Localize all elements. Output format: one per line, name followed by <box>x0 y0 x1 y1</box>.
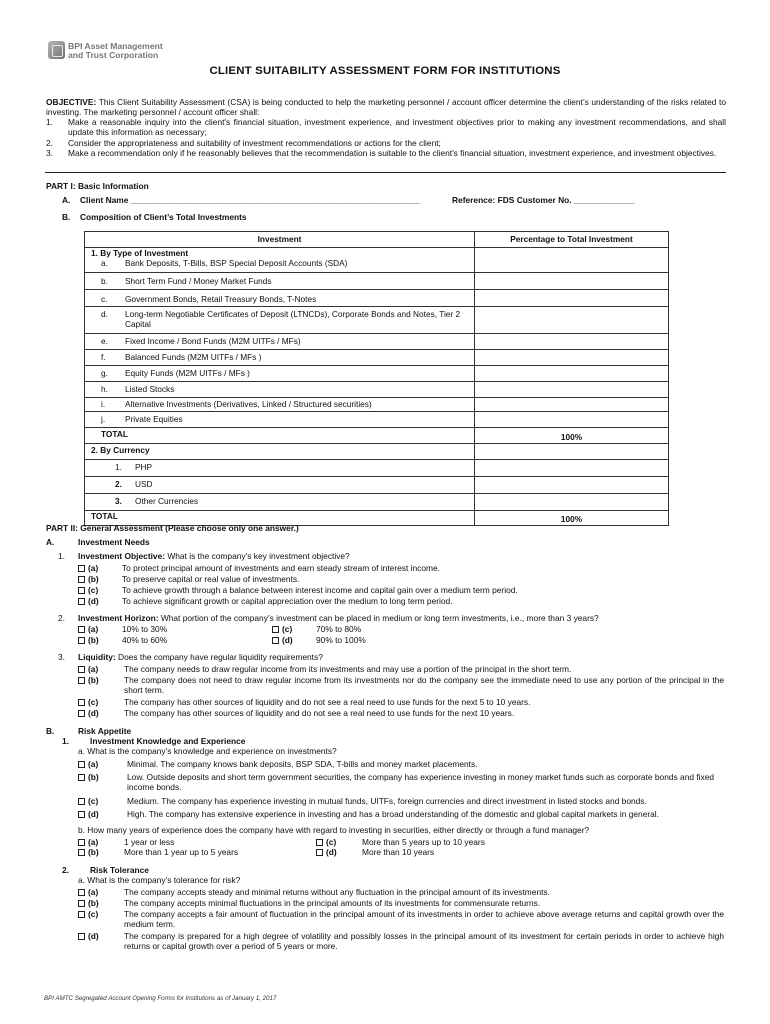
checkbox-icon[interactable] <box>78 666 85 673</box>
objective-paragraph <box>46 97 726 117</box>
option-checkbox[interactable] <box>272 624 292 634</box>
question-label: Investment Objective: <box>78 551 166 561</box>
option-key: (b) <box>88 847 99 857</box>
option-text: The company needs to draw regular income from its investments and may use a portion of the principal in the short term. <box>124 664 572 674</box>
checkbox-icon[interactable] <box>78 576 85 583</box>
pct-input[interactable] <box>475 412 669 428</box>
part2-heading: PART II: General Assessment (Please choose only one answer.) <box>46 523 299 533</box>
pct-input[interactable] <box>475 477 669 494</box>
checkbox-icon[interactable] <box>272 637 279 644</box>
objective-item-text: Make a recommendation only if he reasonably believes that the recommendation is suitable to the client's financial situation, investment experience, and investment objectives. <box>68 148 717 158</box>
currency-num: 3. <box>115 496 122 506</box>
objective-item-num: 3. <box>46 148 53 158</box>
pct-input[interactable] <box>475 350 669 366</box>
composition-heading: Composition of Client’s Total Investments <box>80 212 247 222</box>
objective-item-num: 2. <box>46 138 53 148</box>
currency-label: Other Currencies <box>135 496 199 506</box>
row-letter: c. <box>101 294 108 304</box>
checkbox-icon[interactable] <box>78 933 85 940</box>
option-text: 1 year or less <box>124 837 175 847</box>
option-checkbox[interactable] <box>78 847 99 857</box>
question-label: Liquidity: <box>78 652 116 662</box>
option-text: The company has other sources of liquidity and do not see a real need to use funds for the next 5 to 10 years. <box>124 697 531 707</box>
option-text: The company does not need to draw regular income from its investments nor do the company see the immediate need to use any portion of the principal in the short term. <box>124 675 724 695</box>
option-text: The company accepts minimal fluctuations in the principal amounts of its investments for commensurate returns. <box>124 898 541 908</box>
option-key: (d) <box>282 635 293 645</box>
option-text: 10% to 30% <box>122 624 168 634</box>
option-text: More than 1 year up to 5 years <box>124 847 239 857</box>
pct-input[interactable] <box>475 248 669 273</box>
table-row <box>85 444 669 460</box>
currency-num: 1. <box>115 462 122 472</box>
form-title: CLIENT SUITABILITY ASSESSMENT FORM FOR INSTITUTIONS <box>209 65 561 77</box>
option-text: 70% to 80% <box>316 624 362 634</box>
option-key: (c) <box>326 837 337 847</box>
table-row <box>85 350 669 366</box>
question-text: What is the company’s key investment objective? <box>165 551 350 561</box>
option-key: (c) <box>88 585 99 595</box>
option-text: To achieve significant growth or capital appreciation over the medium to long term period. <box>122 596 453 606</box>
option-checkbox[interactable] <box>78 796 98 806</box>
option-key: (b) <box>88 898 99 908</box>
option-key: (a) <box>88 887 99 897</box>
option-text: The company accepts a fair amount of fluctuation in the principal amount of its investments in order to achieve above average returns and capital growth over the medium term. <box>124 909 724 929</box>
option-text: The company is prepared for a high degree of volatility and possibly losses in the principal amount of its investment for certain periods in order to achieve high returns or capital growth over a period of 5 years or more. <box>124 931 724 951</box>
option-key: (c) <box>88 909 99 919</box>
pct-input[interactable] <box>475 273 669 290</box>
objective-item-num: 1. <box>46 117 53 127</box>
table-row <box>85 307 669 334</box>
row-label: Long-term Negotiable Certificates of Deposit (LTNCDs), Corporate Bonds and Notes, Tier 2 Capital <box>125 309 461 329</box>
total-pct: 100% <box>475 511 669 526</box>
option-checkbox[interactable] <box>78 772 99 782</box>
row-label: Equity Funds (M2M UITFs / MFs ) <box>125 368 250 378</box>
option-key: (b) <box>88 635 99 645</box>
option-checkbox[interactable] <box>78 909 98 919</box>
pct-input[interactable] <box>475 494 669 511</box>
total-pct: 100% <box>475 428 669 444</box>
table-row <box>85 398 669 412</box>
option-key: (c) <box>282 624 293 634</box>
option-checkbox[interactable] <box>78 697 98 707</box>
option-text: High. The company has extensive experience in investing and has a broad understanding of the domestic and global capital markets in general. <box>127 809 659 819</box>
option-checkbox[interactable] <box>78 664 98 674</box>
checkbox-icon[interactable] <box>78 811 85 818</box>
checkbox-icon[interactable] <box>78 677 85 684</box>
option-checkbox[interactable] <box>78 837 98 847</box>
row-letter: h. <box>101 384 108 394</box>
checkbox-icon[interactable] <box>78 849 85 856</box>
col-investment: Investment <box>85 232 475 248</box>
table-row <box>85 366 669 382</box>
question-liquidity <box>78 652 323 662</box>
row-label: Fixed Income / Bond Funds (M2M UITFs / MFs) <box>125 336 301 346</box>
question-number: 2. <box>58 613 65 623</box>
question-text: What portion of the company’s investment can be placed in medium or long term investments, i.e., more than 3 years? <box>158 613 599 623</box>
risk-tolerance-heading: Risk Tolerance <box>90 865 149 875</box>
option-checkbox[interactable] <box>78 887 98 897</box>
pct-input[interactable] <box>475 290 669 307</box>
objective-text: This Client Suitability Assessment (CSA) is being conducted to help the marketing personnel / account officer determine the client’s understanding of the risks related to investing. The marketing personnel / account officer shall: <box>46 97 726 117</box>
option-key: (d) <box>326 847 337 857</box>
option-key: (c) <box>88 697 99 707</box>
logo-line1: BPI Asset Management <box>68 41 163 51</box>
row-label: Bank Deposits, T-Bills, BSP Special Deposit Accounts (SDA) <box>125 258 348 268</box>
option-text: 40% to 60% <box>122 635 168 645</box>
section-b-label: B. <box>46 726 55 736</box>
question-investment-objective <box>78 551 350 561</box>
option-checkbox[interactable] <box>316 837 336 847</box>
option-text: Minimal. The company knows bank deposits, BSP SDA, T-bills and money market placements. <box>127 759 478 769</box>
page-footer: BPI AMTC Segregated Account Opening Forms for Institutions as of January 1, 2017 <box>44 995 277 1002</box>
pct-input[interactable] <box>475 307 669 334</box>
risk-appetite-heading: Risk Appetite <box>78 726 132 736</box>
option-key: (d) <box>88 596 99 606</box>
row-letter: g. <box>101 368 108 378</box>
table-row <box>85 334 669 350</box>
question-label: Investment Horizon: <box>78 613 159 623</box>
row-letter: f. <box>101 352 106 362</box>
section-a-label: A. <box>46 537 55 547</box>
question-number: 1. <box>58 551 65 561</box>
pct-input[interactable] <box>475 460 669 477</box>
currency-label: PHP <box>135 462 153 472</box>
col-percentage: Percentage to Total Investment <box>475 232 669 248</box>
section-b-label: B. <box>62 212 71 222</box>
table-row <box>85 273 669 290</box>
checkbox-icon[interactable] <box>78 798 85 805</box>
option-key: (d) <box>88 708 99 718</box>
checkbox-icon[interactable] <box>316 839 323 846</box>
part1-heading: PART I: Basic Information <box>46 181 149 191</box>
objective-label: OBJECTIVE: <box>46 97 97 107</box>
option-key: (a) <box>88 664 99 674</box>
checkbox-icon[interactable] <box>78 911 85 918</box>
row-letter: e. <box>101 336 108 346</box>
objective-list <box>0 117 770 169</box>
objective-item-text: Consider the appropriateness and suitability of investment recommendations or actions for the client; <box>68 138 441 148</box>
row-letter: i. <box>101 399 106 409</box>
row-label: Government Bonds, Retail Treasury Bonds, T-Notes <box>125 294 317 304</box>
option-checkbox[interactable] <box>78 759 98 769</box>
table-header-row <box>85 232 669 248</box>
table-row <box>85 248 669 273</box>
checkbox-icon[interactable] <box>78 839 85 846</box>
option-checkbox[interactable] <box>78 574 99 584</box>
table-row <box>85 494 669 511</box>
pct-input[interactable] <box>475 366 669 382</box>
table-row <box>85 290 669 307</box>
total-row <box>85 428 669 444</box>
checkbox-icon[interactable] <box>78 565 85 572</box>
option-checkbox[interactable] <box>78 635 99 645</box>
option-checkbox[interactable] <box>272 635 293 645</box>
question-text: a. What is the company’s knowledge and experience on investments? <box>78 746 337 756</box>
investment-needs-heading: Investment Needs <box>78 537 150 547</box>
question-number: 2. <box>62 865 69 875</box>
question-text: a. What is the company’s tolerance for risk? <box>78 875 241 885</box>
row-letter: a. <box>101 258 108 268</box>
checkbox-icon[interactable] <box>78 774 85 781</box>
option-checkbox[interactable] <box>78 898 99 908</box>
option-text: More than 5 years up to 10 years <box>362 837 485 847</box>
option-checkbox[interactable] <box>78 931 99 941</box>
question-investment-horizon <box>78 613 599 623</box>
row-letter: b. <box>101 276 108 286</box>
question-number: 3. <box>58 652 65 662</box>
logo-line2: and Trust Corporation <box>68 50 159 60</box>
option-key: (c) <box>88 796 99 806</box>
option-text: To protect principal amount of investments and earn steady stream of interest income. <box>122 563 440 573</box>
option-text: Low. Outside deposits and short term government securities, the company has experience investing in money market funds such as corporate bonds and fixed income bonds. <box>127 772 715 792</box>
question-text: Does the company have regular liquidity requirements? <box>115 652 323 662</box>
total-label: TOTAL <box>101 429 128 439</box>
option-key: (b) <box>88 772 99 782</box>
question-text: b. How many years of experience does the company have with regard to investing in securities, either directly or through a fund manager? <box>78 825 590 835</box>
option-key: (a) <box>88 563 99 573</box>
checkbox-icon[interactable] <box>272 626 279 633</box>
objective-item-text: Make a reasonable inquiry into the client's financial situation, investment experience, and investment objectives prior to making any investment recommendations, and shall update this information as necessary; <box>68 117 726 137</box>
option-checkbox[interactable] <box>78 675 99 685</box>
option-text: The company accepts steady and minimal returns without any fluctuation in the principal amount of its investments. <box>124 887 550 897</box>
row-letter: d. <box>101 309 108 319</box>
option-key: (d) <box>88 809 99 819</box>
pct-input[interactable] <box>475 382 669 398</box>
option-text: To preserve capital or real value of investments. <box>122 574 300 584</box>
option-key: (d) <box>88 931 99 941</box>
option-checkbox[interactable] <box>78 596 99 606</box>
row-label: Balanced Funds (M2M UITFs / MFs ) <box>125 352 262 362</box>
table-row <box>85 382 669 398</box>
option-key: (b) <box>88 675 99 685</box>
checkbox-icon[interactable] <box>78 889 85 896</box>
by-type-heading: 1. By Type of Investment <box>91 248 189 258</box>
checkbox-icon[interactable] <box>78 710 85 717</box>
bpi-logo-icon <box>48 41 65 59</box>
option-checkbox[interactable] <box>78 585 98 595</box>
by-currency-heading: 2. By Currency <box>91 445 150 455</box>
table-row <box>85 477 669 494</box>
table-row <box>85 460 669 477</box>
checkbox-icon[interactable] <box>78 626 85 633</box>
option-key: (b) <box>88 574 99 584</box>
reference-field[interactable]: Reference: FDS Customer No. _____________ <box>452 195 635 205</box>
row-letter: j. <box>101 414 106 424</box>
option-text: More than 10 years <box>362 847 435 857</box>
option-checkbox[interactable] <box>78 809 99 819</box>
option-text: Medium. The company has experience investing in mutual funds, UITFs, foreign currencies and direct investment in listed stocks and bonds. <box>127 796 647 806</box>
row-label: Private Equities <box>125 414 183 424</box>
checkbox-icon[interactable] <box>316 849 323 856</box>
checkbox-icon[interactable] <box>78 699 85 706</box>
checkbox-icon[interactable] <box>78 761 85 768</box>
row-label: Short Term Fund / Money Market Funds <box>125 276 272 286</box>
currency-num: 2. <box>115 479 122 489</box>
section-divider <box>45 172 726 173</box>
section-a-label: A. <box>62 195 71 205</box>
pct-input[interactable] <box>475 398 669 412</box>
option-text: The company has other sources of liquidity and do not see a real need to use funds for the next 10 years. <box>124 708 515 718</box>
investment-composition-table <box>84 231 669 526</box>
client-name-field[interactable]: Client Name ______________________________________________________________ <box>80 195 420 205</box>
option-key: (a) <box>88 759 99 769</box>
currency-label: USD <box>135 479 153 489</box>
checkbox-icon[interactable] <box>78 637 85 644</box>
checkbox-icon[interactable] <box>78 900 85 907</box>
table-row <box>85 412 669 428</box>
checkbox-icon[interactable] <box>78 598 85 605</box>
row-label: Listed Stocks <box>125 384 175 394</box>
option-text: To achieve growth through a balance between interest income and capital gain over a medium term period. <box>122 585 518 595</box>
row-label: Alternative Investments (Derivatives, Linked / Structured securities) <box>125 399 372 409</box>
investment-knowledge-heading: Investment Knowledge and Experience <box>90 736 246 746</box>
pct-input[interactable] <box>475 334 669 350</box>
option-text: 90% to 100% <box>316 635 366 645</box>
company-logo <box>48 40 188 62</box>
checkbox-icon[interactable] <box>78 587 85 594</box>
option-checkbox[interactable] <box>78 624 98 634</box>
option-checkbox[interactable] <box>78 708 99 718</box>
question-number: 1. <box>62 736 69 746</box>
option-key: (a) <box>88 837 99 847</box>
option-checkbox[interactable] <box>78 563 98 573</box>
option-checkbox[interactable] <box>316 847 337 857</box>
option-key: (a) <box>88 624 99 634</box>
total-label: TOTAL <box>91 511 118 521</box>
